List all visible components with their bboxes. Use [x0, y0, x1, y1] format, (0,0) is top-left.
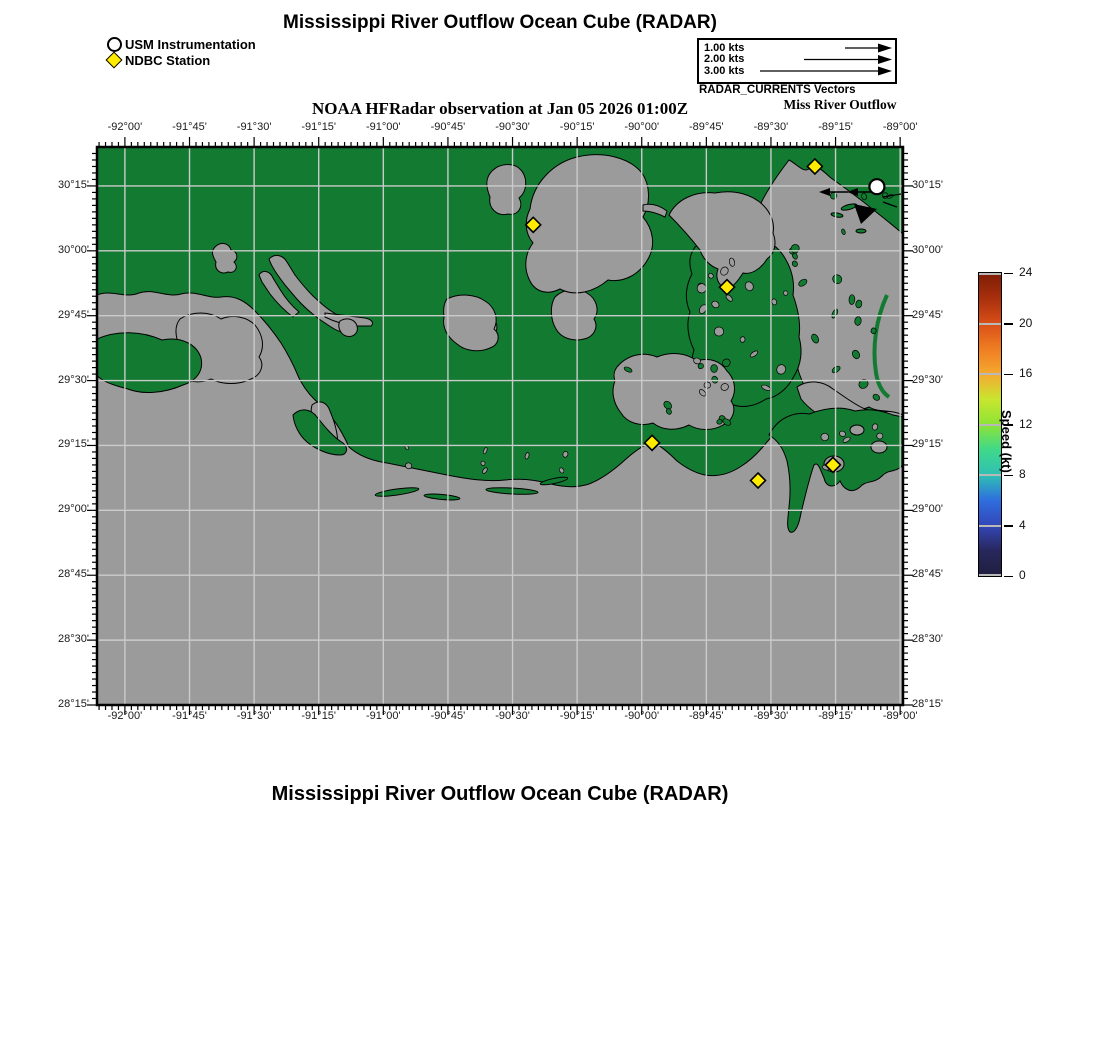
colorbar-axis-label: Speed (kt) — [999, 410, 1014, 473]
lat-tick-label: 29°30' — [912, 373, 943, 386]
delta-bay-2 — [871, 441, 887, 453]
usm-site-marker — [869, 179, 884, 194]
legend-label-ndbc: NDBC Station — [125, 52, 211, 68]
lon-tick-label: -90°15' — [559, 710, 595, 722]
delta-bay-3 — [850, 425, 864, 435]
lon-tick-label: -90°30' — [495, 710, 530, 722]
lon-tick-label: -91°00' — [365, 710, 401, 722]
lon-tick-label: -90°45' — [430, 121, 466, 133]
vector-scale-legend — [697, 38, 897, 84]
legend-row-ndbc — [107, 52, 256, 68]
lon-tick-label: -89°00' — [882, 710, 918, 722]
vector-legend-caption: RADAR_CURRENTS Vectors — [699, 84, 856, 96]
colorbar-tick-label: 20 — [1019, 315, 1033, 330]
colorbar-tick-line — [979, 373, 1001, 375]
lat-tick-label: 29°00' — [912, 503, 943, 516]
ndbc-diamond-icon — [106, 52, 123, 69]
lon-tick-label: -90°45' — [430, 710, 466, 722]
map-plot — [97, 147, 903, 705]
colorbar-tick-line — [979, 273, 1001, 275]
lon-tick-label: -91°00' — [365, 121, 401, 133]
colorbar-tick-label: 4 — [1019, 517, 1026, 532]
colorbar-tick-label: 12 — [1019, 416, 1033, 431]
vector-legend-source: Miss River Outflow — [783, 97, 897, 112]
lat-tick-label: 28°30' — [58, 633, 89, 646]
lon-tick-label: -89°00' — [882, 121, 918, 133]
lat-tick-label: 29°00' — [58, 503, 89, 516]
lon-tick-label: -92°00' — [107, 710, 143, 722]
observation-subtitle: NOAA HFRadar observation at Jan 05 2026 01:00Z — [311, 99, 689, 118]
lat-tick-label: 28°15' — [912, 698, 943, 710]
lon-tick-label: -89°15' — [818, 121, 853, 133]
lon-tick-label: -91°45' — [172, 710, 207, 722]
lon-tick-label: -89°45' — [689, 710, 724, 722]
colorbar-tick-label: 24 — [1019, 265, 1033, 279]
lake-maurepas — [487, 164, 526, 214]
horn-island — [856, 229, 866, 233]
lon-tick-label: -90°15' — [559, 121, 595, 133]
lat-tick-label: 30°15' — [58, 178, 89, 191]
lon-tick-label: -91°15' — [301, 710, 337, 722]
colorbar-tick-line — [979, 525, 1001, 527]
lat-tick-label: 30°15' — [912, 178, 943, 191]
colorbar-tick-line — [979, 323, 1001, 325]
legend-row-usm — [107, 36, 256, 52]
lon-tick-label: -91°45' — [172, 121, 207, 133]
colorbar-tick-dash — [1004, 374, 1013, 376]
lon-tick-label: -91°15' — [301, 121, 337, 133]
lon-tick-label: -89°45' — [689, 121, 724, 133]
colorbar-tick-line — [979, 574, 1001, 576]
legend-label-usm: USM Instrumentation — [125, 36, 256, 52]
lon-tick-label: -89°30' — [753, 121, 789, 133]
colorbar-tick-dash — [1004, 273, 1013, 275]
lon-tick-label: -90°00' — [624, 121, 660, 133]
lat-tick-label: 28°15' — [58, 698, 89, 710]
colorbar-tick-label: 0 — [1019, 568, 1026, 582]
marker-legend — [107, 36, 256, 68]
vector-scale-label: 2.00 kts — [704, 53, 745, 65]
lat-tick-label: 29°30' — [58, 373, 89, 386]
colorbar-tick-dash — [1004, 323, 1013, 325]
bottom-title: Mississippi River Outflow Ocean Cube (RADAR) — [271, 783, 729, 805]
lat-tick-label: 28°30' — [912, 633, 943, 646]
lon-tick-label: -91°30' — [236, 121, 272, 133]
lon-tick-label: -90°00' — [624, 710, 660, 722]
lon-tick-label: -90°30' — [495, 121, 530, 133]
vector-scale-label: 1.00 kts — [704, 41, 745, 54]
colorbar-tick-label: 16 — [1019, 366, 1033, 380]
lon-tick-label: -92°00' — [107, 121, 143, 133]
lat-tick-label: 29°45' — [912, 308, 943, 321]
lat-tick-label: 30°00' — [912, 243, 943, 256]
marsh-island — [97, 333, 202, 393]
top-title: Mississippi River Outflow Ocean Cube (RADAR) — [283, 12, 717, 33]
lat-tick-label: 29°45' — [58, 308, 89, 321]
colorbar-tick-label: 8 — [1019, 467, 1026, 481]
colorbar-tick-dash — [1004, 576, 1013, 578]
lac-des-allemands — [551, 290, 597, 340]
colorbar-tick-line — [979, 424, 1001, 426]
lat-tick-label: 30°00' — [58, 243, 89, 256]
colorbar-tick-line — [979, 474, 1001, 476]
colorbar-tick-dash — [1004, 475, 1013, 477]
lat-tick-label: 29°15' — [58, 438, 89, 451]
lon-tick-label: -91°30' — [236, 710, 272, 722]
map-svg — [97, 147, 903, 705]
usm-circle-icon — [107, 37, 122, 52]
lat-tick-label: 28°45' — [912, 568, 943, 581]
lon-tick-label: -89°30' — [753, 710, 789, 722]
lat-tick-label: 28°45' — [58, 568, 89, 581]
vector-scale-label: 3.00 kts — [704, 64, 745, 77]
lat-tick-label: 29°15' — [912, 438, 943, 451]
colorbar-tick-dash — [1004, 525, 1013, 527]
lon-tick-label: -89°15' — [818, 710, 853, 722]
